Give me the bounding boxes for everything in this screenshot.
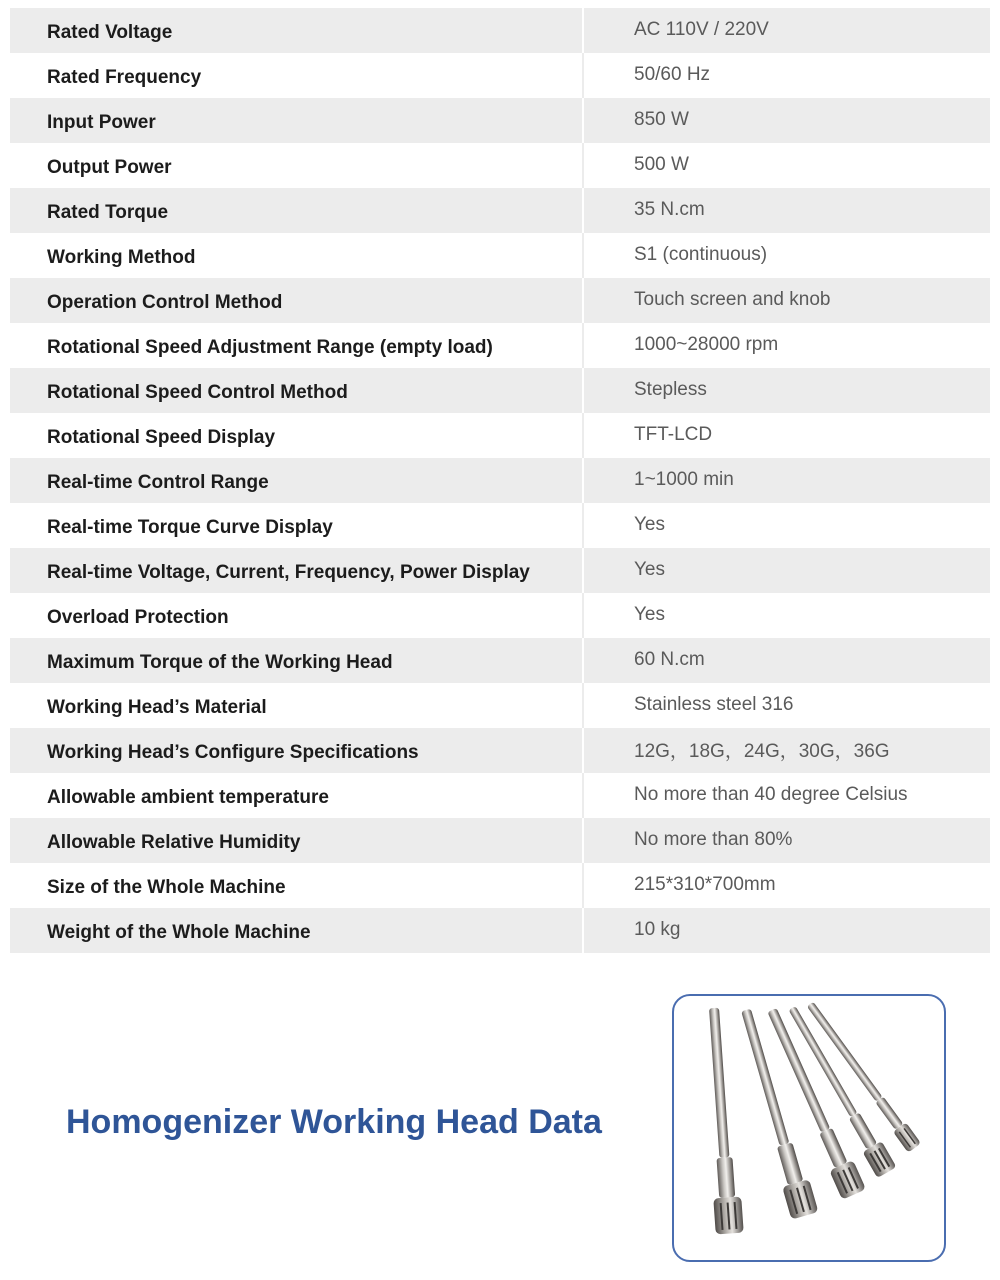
spec-row [10,683,990,728]
spec-value: 1~1000 min [634,468,734,490]
spec-row [10,548,990,593]
spec-label: Rated Frequency [10,53,584,98]
spec-row [10,143,990,188]
spec-row [10,818,990,863]
spec-value: 10 kg [634,918,681,940]
spec-row [10,638,990,683]
spec-row [10,773,990,818]
section-heading: Homogenizer Working Head Data [66,1103,602,1141]
spec-value: Yes [634,603,665,625]
spec-value: 60 N.cm [634,648,705,670]
spec-row [10,233,990,278]
spec-value: Yes [634,513,665,535]
spec-value: AC 110V / 220V [634,18,769,40]
spec-label: Working Method [10,233,584,278]
spec-value: 12G，18G，24G，30G，36G [634,741,890,762]
spec-label: Real-time Voltage, Current, Frequency, Power Display [10,548,584,593]
spec-label: Allowable ambient temperature [10,773,584,818]
spec-label: Working Head’s Configure Specifications [10,728,584,773]
spec-value: Stainless steel 316 [634,693,794,715]
spec-label: Operation Control Method [10,278,584,323]
spec-label: Input Power [10,98,584,143]
spec-value: S1 (continuous) [634,243,768,265]
spec-row [10,413,990,458]
spec-row [10,368,990,413]
spec-row [10,278,990,323]
spec-label: Allowable Relative Humidity [10,818,584,863]
spec-label: Rotational Speed Adjustment Range (empty load) [10,323,584,368]
spec-value: Stepless [634,378,707,400]
spec-label: Rotational Speed Control Method [10,368,584,413]
spec-label: Overload Protection [10,593,584,638]
spec-row [10,593,990,638]
spec-value: TFT-LCD [634,423,713,445]
working-head-shaft [700,1007,744,1234]
spec-label: Real-time Torque Curve Display [10,503,584,548]
spec-value: 500 W [634,153,689,175]
spec-label: Rotational Speed Display [10,413,584,458]
working-heads-photo [672,994,946,1262]
spec-label: Rated Voltage [10,8,584,53]
spec-value: No more than 80% [634,828,793,850]
spec-label: Working Head’s Material [10,683,584,728]
spec-label: Rated Torque [10,188,584,233]
spec-row [10,503,990,548]
working-heads-illustration [674,996,944,1260]
spec-row [10,53,990,98]
spec-row [10,458,990,503]
spec-row [10,188,990,233]
spec-value: 1000~28000 rpm [634,333,779,355]
spec-value: Touch screen and knob [634,288,831,310]
spec-label: Output Power [10,143,584,188]
spec-label: Size of the Whole Machine [10,863,584,908]
spec-label: Weight of the Whole Machine [10,908,584,953]
spec-value: 850 W [634,108,689,130]
spec-value: 215*310*700mm [634,873,776,895]
spec-row [10,323,990,368]
spec-row [10,728,990,773]
spec-row [10,8,990,53]
spec-label: Maximum Torque of the Working Head [10,638,584,683]
spec-value: 35 N.cm [634,198,705,220]
spec-value: 50/60 Hz [634,63,711,85]
spec-row [10,908,990,953]
spec-label: Real-time Control Range [10,458,584,503]
spec-table [10,8,990,953]
spec-row [10,98,990,143]
spec-value: Yes [634,558,665,580]
spec-value: No more than 40 degree Celsius [634,783,908,805]
spec-row [10,863,990,908]
